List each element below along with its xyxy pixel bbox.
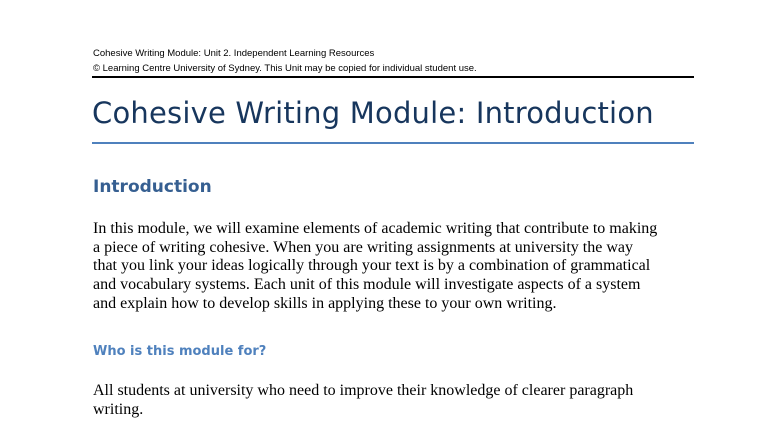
paragraph-line: and explain how to develop skills in applying these to your own writing. bbox=[93, 294, 557, 312]
introduction-paragraph bbox=[93, 220, 657, 314]
document-title: Cohesive Writing Module: Introduction bbox=[92, 96, 654, 130]
paragraph-line: In this module, we will examine elements of academic writing that contribute to making bbox=[93, 220, 658, 237]
running-header-copyright: © Learning Centre University of Sydney. This Unit may be copied for individual student use. bbox=[93, 63, 477, 74]
title-underline bbox=[92, 142, 694, 144]
paragraph-line: that you link your ideas logically through your text is by a combination of grammatical bbox=[93, 257, 651, 275]
running-header-title: Cohesive Writing Module: Unit 2. Independent Learning Resources bbox=[93, 48, 375, 59]
header-divider bbox=[92, 76, 694, 78]
audience-paragraph bbox=[93, 382, 633, 419]
section-heading-introduction: Introduction bbox=[93, 177, 212, 197]
paragraph-line: writing. bbox=[93, 400, 144, 418]
paragraph-line: and vocabulary systems. Each unit of this module will investigate aspects of a system bbox=[93, 276, 641, 294]
subsection-heading-audience: Who is this module for? bbox=[93, 344, 267, 359]
paragraph-line: a piece of writing cohesive. When you are writing assignments at university the way bbox=[93, 238, 633, 256]
paragraph-line: All students at university who need to improve their knowledge of clearer paragraph bbox=[93, 382, 634, 399]
